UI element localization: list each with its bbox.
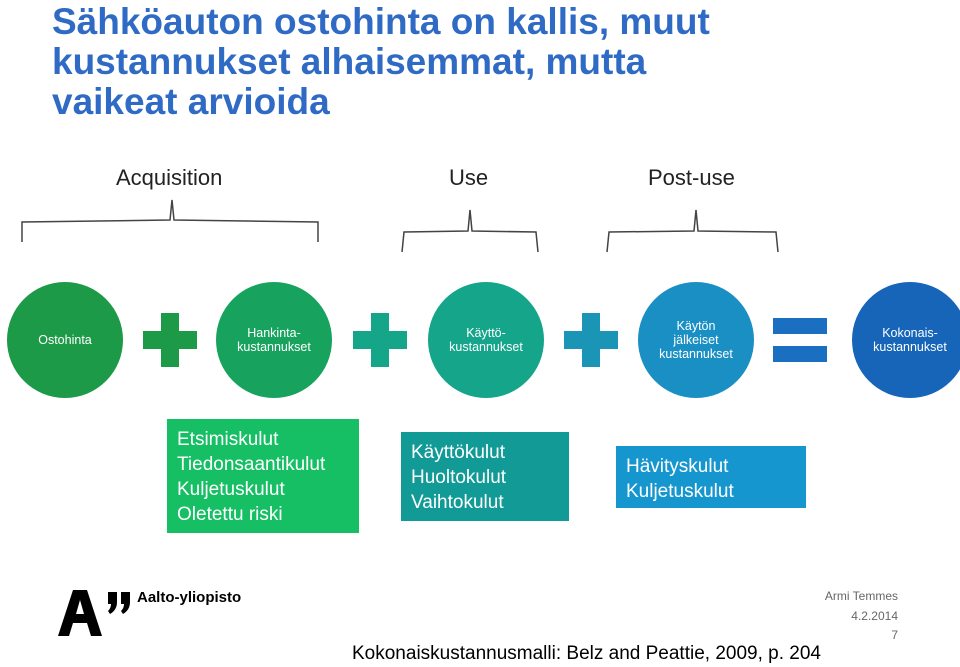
- phase-label-acquisition: Acquisition: [116, 165, 223, 190]
- node-kokonaiskustannukset: Kokonais- kustannukset: [852, 282, 960, 398]
- author: Armi Temmes: [824, 589, 898, 603]
- plus-icon: [353, 313, 407, 367]
- detail-item: Huoltokulut: [411, 467, 507, 488]
- phase-label-post-use: Post-use: [648, 165, 735, 190]
- phase-brackets: [0, 0, 960, 260]
- date: 4.2.2014: [851, 609, 898, 623]
- brace-use: [402, 210, 538, 252]
- node-ostohinta: Ostohinta: [7, 282, 123, 398]
- brace-post-use: [607, 210, 778, 252]
- aalto-logo-icon: [58, 590, 132, 636]
- page-number: 7: [891, 628, 898, 642]
- detail-item: Kuljetuskulut: [626, 481, 734, 502]
- detail-box-use: [401, 432, 569, 521]
- equals-icon: [773, 318, 827, 364]
- detail-item: Käyttökulut: [411, 442, 505, 463]
- detail-box-acquisition: [167, 419, 359, 533]
- node-kaytonjalkeiset-kustannukset: Käytön jälkeiset kustannukset: [638, 282, 754, 398]
- detail-item: Oletettu riski: [177, 504, 283, 525]
- detail-item: Etsimiskulut: [177, 429, 279, 450]
- logo-text: Aalto-yliopisto: [137, 589, 242, 606]
- detail-item: Hävityskulut: [626, 456, 729, 477]
- source-citation: Kokonaiskustannusmalli: Belz and Peattie, 2009, p. 204: [352, 643, 821, 664]
- detail-item: Kuljetuskulut: [177, 479, 285, 500]
- detail-box-post-use: [616, 446, 806, 508]
- phase-label-use: Use: [449, 165, 489, 190]
- plus-icon: [564, 313, 618, 367]
- brace-acquisition: [22, 200, 318, 242]
- plus-icon: [143, 313, 197, 367]
- slide-title: Sähköauton ostohinta on kallis, muut kustannukset alhaisemmat, mutta vaikeat arvioida: [52, 1, 710, 122]
- node-hankintakustannukset: Hankinta- kustannukset: [216, 282, 332, 398]
- detail-item: Tiedonsaantikulut: [177, 454, 326, 475]
- node-kayttokustannukset: Käyttö- kustannukset: [428, 282, 544, 398]
- detail-item: Vaihtokulut: [411, 492, 504, 513]
